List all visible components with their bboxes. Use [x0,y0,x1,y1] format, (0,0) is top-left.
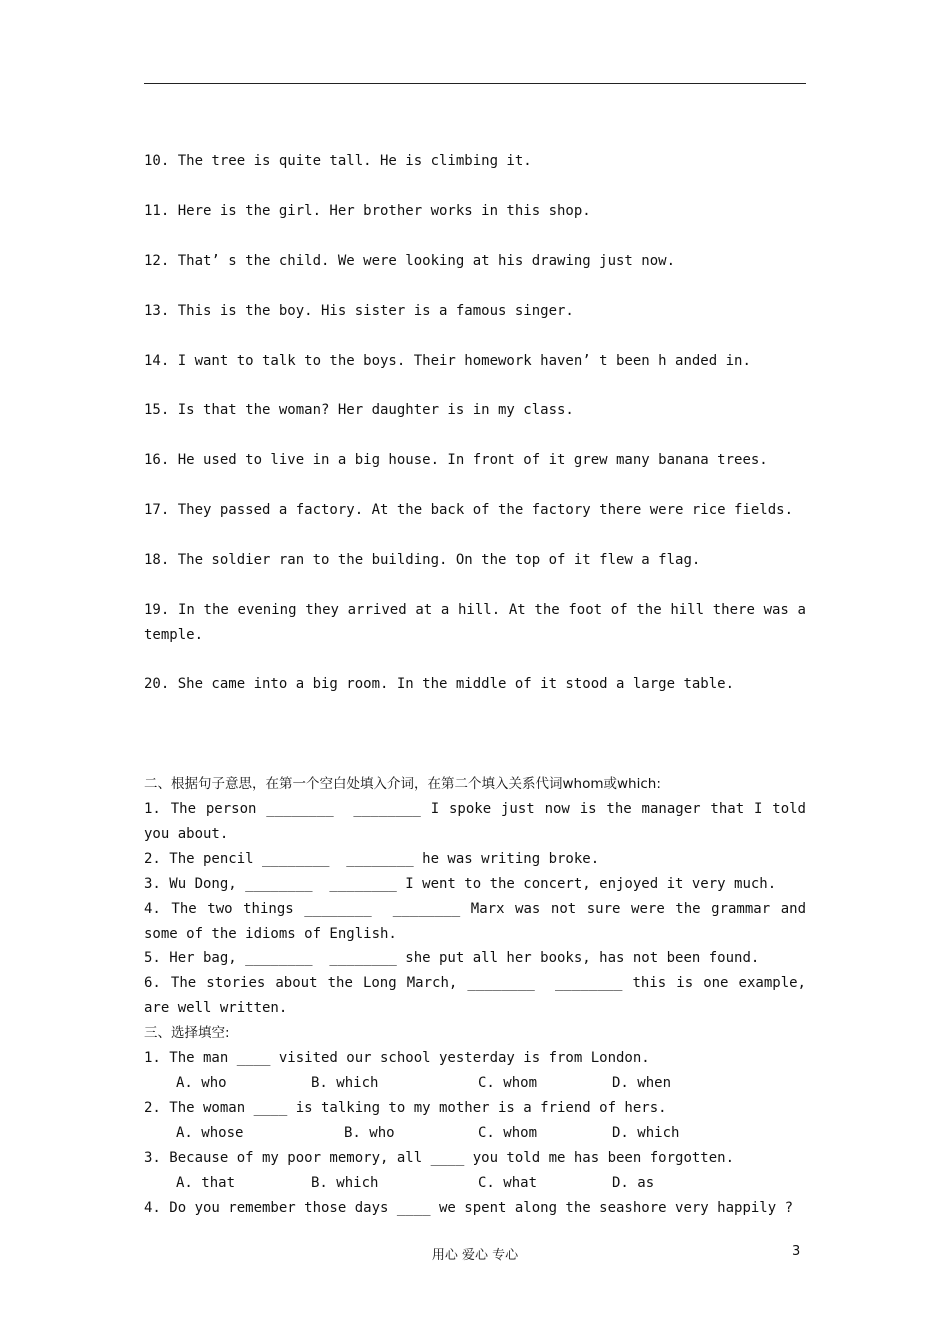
question-line: 4. Do you remember those days ____ we spent along the seashore very happily ? [144,1200,794,1216]
option-b: B. which [311,1175,379,1191]
header-rule [144,83,806,84]
exercise-line: 19. In the evening they arrived at a hill. At the foot of the hill there was a [144,602,806,618]
option-d: D. which [612,1125,680,1141]
exercise-line: 16. He used to live in a big house. In front of it grew many banana trees. [144,452,768,468]
option-c: C. what [478,1175,538,1191]
exercise-line: 15. Is that the woman? Her daughter is in my class. [144,402,574,418]
exercise-line: 18. The soldier ran to the building. On the top of it flew a flag. [144,552,701,568]
exercise-line: 13. This is the boy. His sister is a famous singer. [144,303,574,319]
option-a: A. that [176,1175,236,1191]
fill-blank-line: 5. Her bag, ________ ________ she put all her books, has not been found. [144,950,760,966]
fill-blank-line: 1. The person ________ ________ I spoke just now is the manager that I told [144,801,806,817]
question-line: 1. The man ____ visited our school yesterday is from London. [144,1050,650,1066]
exercise-line: 11. Here is the girl. Her brother works in this shop. [144,203,591,219]
option-b: B. who [344,1125,395,1141]
fill-blank-line: you about. [144,826,229,842]
fill-blank-line: 4. The two things ________ ________ Marx was not sure were the grammar and [144,901,806,917]
question-line: 3. Because of my poor memory, all ____ you told me has been forgotten. [144,1150,735,1166]
exercise-line: 20. She came into a big room. In the middle of it stood a large table. [144,676,735,692]
section-heading: 三、选择填空: [144,1025,230,1041]
section-heading: 二、根据句子意思，在第一个空白处填入介词，在第二个填入关系代词whom或which: [144,776,661,792]
option-d: D. as [612,1175,655,1191]
option-c: C. whom [478,1075,538,1091]
page-footer: 用心 爱心 专心 [431,1248,519,1263]
exercise-line: temple. [144,627,204,643]
fill-blank-line: 3. Wu Dong, ________ ________ I went to the concert, enjoyed it very much. [144,876,777,892]
fill-blank-line: 2. The pencil ________ ________ he was writing broke. [144,851,600,867]
option-d: D. when [612,1075,672,1091]
exercise-line: 14. I want to talk to the boys. Their homework haven’ t been h anded in. [144,353,751,369]
option-c: C. whom [478,1125,538,1141]
exercise-line: 10. The tree is quite tall. He is climbing it. [144,153,532,169]
option-a: A. who [176,1075,227,1091]
exercise-line: 12. That’ s the child. We were looking at his drawing just now. [144,253,676,269]
fill-blank-line: are well written. [144,1000,288,1016]
exercise-line: 17. They passed a factory. At the back of the factory there were rice fields. [144,502,794,518]
question-line: 2. The woman ____ is talking to my mother is a friend of hers. [144,1100,667,1116]
option-b: B. which [311,1075,379,1091]
fill-blank-line: some of the idioms of English. [144,926,397,942]
page-number: 3 [792,1244,801,1259]
fill-blank-line: 6. The stories about the Long March, ________ ________ this is one example, [144,975,806,991]
option-a: A. whose [176,1125,244,1141]
